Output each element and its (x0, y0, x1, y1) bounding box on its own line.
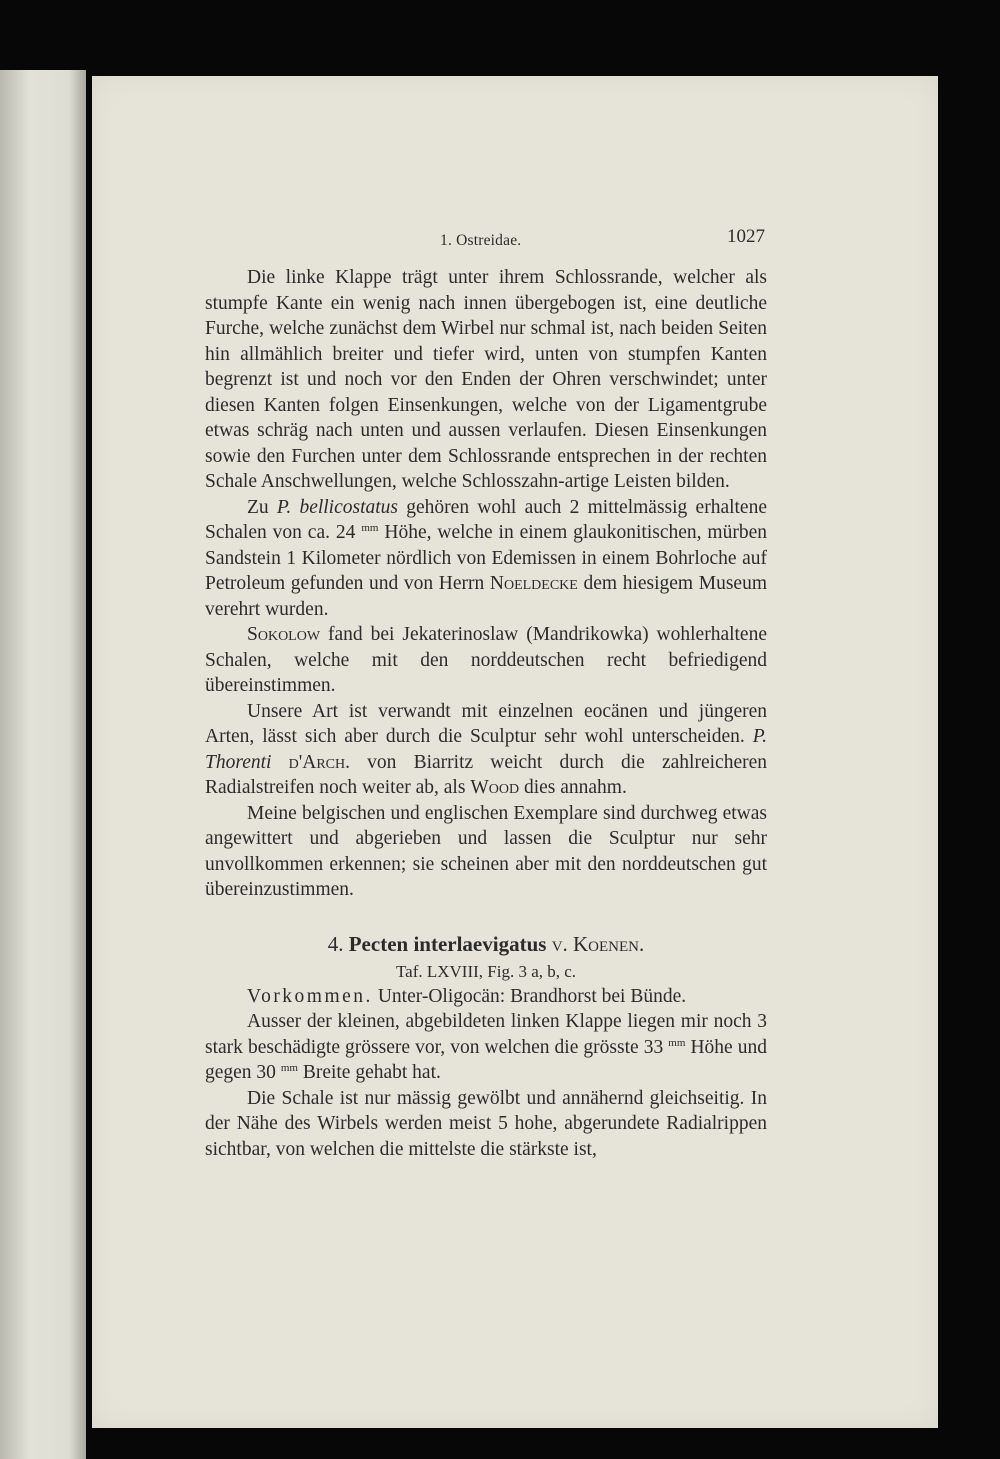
species-number: 4. (327, 931, 344, 956)
text-segment: gehören wohl auch 2 mittelmässig erhaltene Schalen von ca. 24 (205, 496, 767, 543)
text-segment: mm (361, 522, 379, 534)
text-segment: P. bellicostatus (276, 496, 399, 518)
text-segment: von Biarritz weicht durch die zahlreicheren Radialstreifen noch weiter ab, als (205, 751, 768, 798)
paragraph-p1 (205, 265, 767, 495)
text-segment: Meine belgischen und englischen Exemplare sind durchweg etwas angewittert und abgerieben und lassen die Sculptur nur sehr unvollkommen erkennen; sie scheinen aber mit den norddeutschen gut übereinzustimmen. (205, 802, 767, 900)
page-header (205, 224, 765, 252)
text-segment: dies annahm. (519, 777, 627, 798)
species-heading (205, 931, 767, 958)
text-segment: mm (280, 1062, 298, 1074)
text-segment: Die Schale ist nur mässig gewölbt und annähernd gleichseitig. In der Nähe des Wirbels werden meist 5 hohe, abgerundete Radialrippen sichtbar, von welchen die mittelste die stärkste ist, (205, 1087, 767, 1160)
paragraph-p4 (205, 699, 767, 801)
running-title: 1. Ostreidae. (440, 232, 522, 249)
text-block-1 (205, 265, 767, 903)
left-page-edge (0, 70, 86, 1459)
text-segment: fand bei Jekaterinoslaw (Mandrikowka) wohlerhaltene Schalen, welche mit den norddeutschen recht befriedigend übereinstimmen. (205, 624, 767, 696)
text-segment: Unter-Oligocän: Brandhorst bei Bünde. (372, 985, 687, 1007)
paragraph-p8 (205, 1086, 767, 1163)
paragraph-p5 (205, 801, 767, 903)
paragraph-p2 (205, 495, 767, 623)
species-author: v. Koenen. (551, 931, 645, 956)
text-segment: mm (668, 1036, 686, 1049)
text-segment: Sokolow (247, 624, 321, 645)
text-segment: d'Arch. (271, 751, 350, 773)
text-segment: Ausser der kleinen, abgebildeten linken Klappe liegen mir noch 3 stark beschädigte grössere vor, von welchen die grösste 33 (205, 1011, 767, 1058)
text-segment: Die linke Klappe trägt unter ihrem Schlossrande, welcher als stumpfe Kante ein wenig nach innen übergebogen ist, eine deutliche Furche, welche zunächst dem Wirbel nur schmal ist, nach beiden Seiten hin allmählich breiter und tiefer wird, unten von stumpfen Kanten begrenzt ist und noch vor den Enden der Ohren verschwindet; unter diesen Kanten folgen Einsenkungen, welche von der Ligamentgrube etwas schräg nach unten und aussen verlaufen. Diesen Einsenkungen sowie den Furchen unter dem Schlossrande entsprechen in der rechten Schale Anschwellungen, welche Schlosszahn-artige Leisten bilden. (205, 267, 767, 492)
text-segment: Wood (470, 777, 520, 798)
text-block-2 (205, 984, 767, 1163)
paragraph-p7 (205, 1009, 767, 1086)
paragraph-p6 (205, 984, 767, 1010)
text-segment: Höhe und gegen 30 (205, 1036, 767, 1083)
text-segment: dem hiesigem Museum verehrt wurden. (205, 573, 767, 620)
text-segment: Zu (247, 496, 277, 518)
text-segment: Noeldecke (489, 573, 578, 594)
page-body (205, 265, 767, 1162)
paragraph-p3 (205, 622, 767, 699)
text-segment: Breite gehabt hat. (297, 1062, 441, 1083)
text-segment: P. Thorenti (205, 726, 767, 773)
text-segment: Unsere Art ist verwandt mit einzelnen eocänen und jüngeren Arten, lässt sich aber durch die Sculptur sehr wohl unterscheiden. (205, 700, 767, 747)
text-segment: Höhe, welche in einem glaukonitischen, mürben Sandstein 1 Kilometer nördlich von Edemissen in einem Bohrloche auf Petroleum gefunden und von Herrn (205, 522, 767, 594)
species-name: Pecten interlaevigatus (348, 931, 547, 956)
text-segment: Vorkommen. (247, 985, 373, 1007)
plate-reference: Taf. LXVIII, Fig. 3 a, b, c. (395, 961, 577, 981)
page-number: 1027 (727, 226, 765, 247)
